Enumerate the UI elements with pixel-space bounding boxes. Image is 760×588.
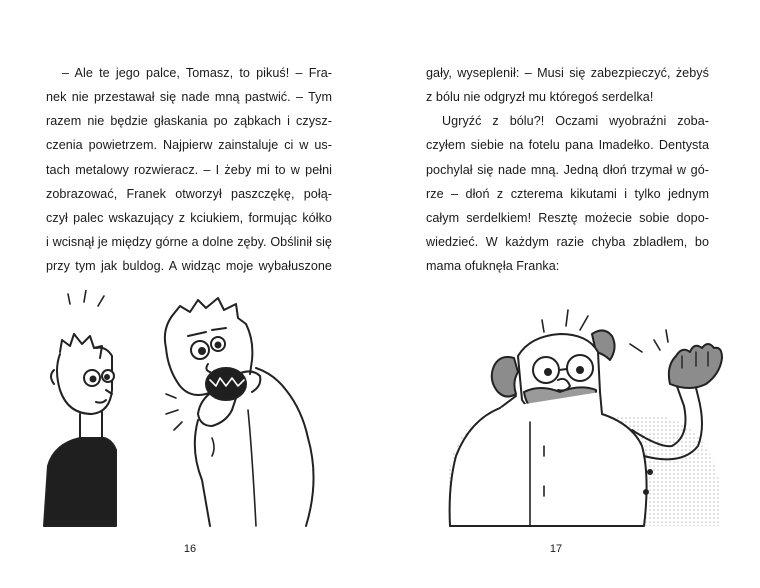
text-line: – Ale te jego palce, Tomasz, to pikuś! – Fra- [62, 66, 332, 80]
text-line: przy tym jak buldog. A widząc moje wybałuszone [46, 259, 332, 273]
tomasz-sweater [44, 438, 116, 526]
tomasz-figure [51, 290, 114, 440]
text-line: czyłem siebie na fotelu pana Imadełko. Dentysta [426, 138, 709, 152]
text-line: mama ofuknęła Franka: [426, 259, 560, 273]
text-line: czył palec wskazujący z kciukiem, formując kółko [46, 211, 332, 225]
text-line: gały, wyseplenił: – Musi się zabezpieczyć, żebyś [426, 66, 709, 80]
text-line: i wcisnął je między górne a dolne zęby. Obślinił się [46, 235, 332, 249]
text-line: czenia powietrzem. Najpierw zainstaluje ci w us- [46, 138, 332, 152]
text-line: z bólu nie odgryzł mu któregoś serdelka! [426, 90, 654, 104]
dentist-hair-left [492, 357, 518, 397]
illustration-boys [40, 290, 340, 530]
right-page [380, 0, 760, 588]
text-line: rze – dłoń z czterema kikutami i tylko jednym [426, 187, 709, 201]
text-line: całym serdelkiem! Resztę możecie sobie dopo- [426, 211, 709, 225]
text-line: pochylał się nade mną. Jedną dłoń trzymał w gó- [426, 163, 709, 177]
page-number: 17 [549, 543, 563, 555]
franek-figure [165, 298, 314, 526]
text-line: wiedzieć. W każdym razie chyba zbladłem, bo [426, 235, 709, 249]
dentist-coat [450, 392, 647, 526]
text-line: tach metalowy rozwieracz. – I żeby mi to w pełni [46, 163, 332, 177]
text-line: Ugryźć z bólu?! Oczami wyobraźni zoba- [442, 114, 709, 128]
illustration-dentist [420, 296, 730, 530]
text-line: razem nie będzie głaskania po ząbkach i czysz- [46, 114, 332, 128]
text-line: nek nie przestawał się nade mną pastwić. – Tym [46, 90, 332, 104]
page-number: 16 [183, 543, 197, 555]
text-line: zobrazować, Franek otworzył paszczękę, połą- [46, 187, 332, 201]
